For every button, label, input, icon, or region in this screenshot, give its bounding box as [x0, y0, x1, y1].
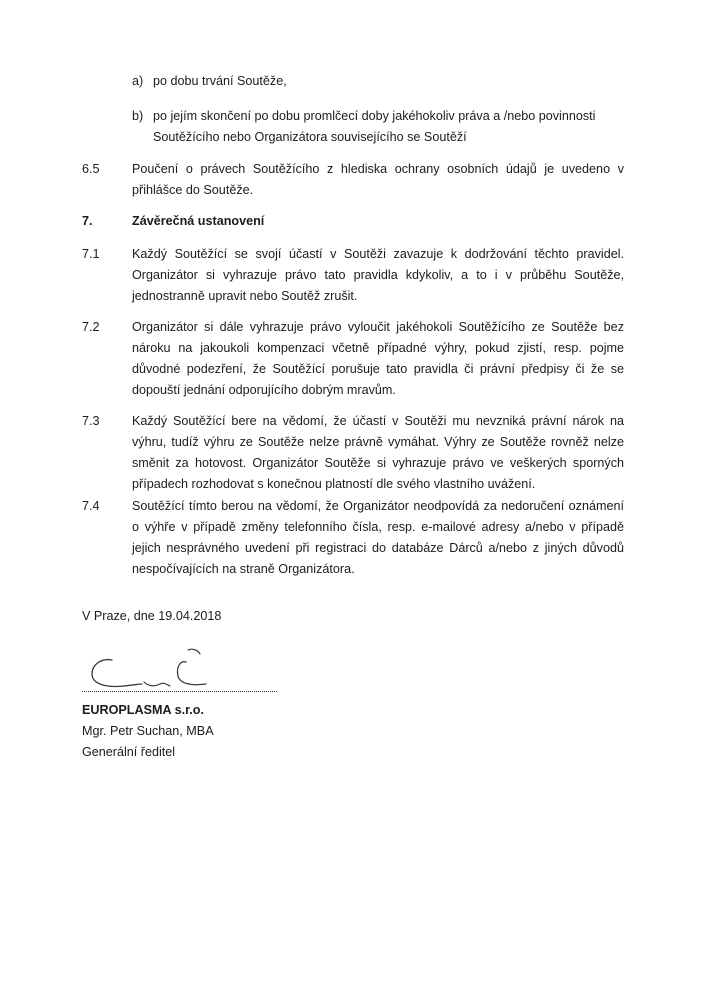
clause-paragraph: Organizátor si dále vyhrazuje právo vyloučit jakéhokoli Soutěžícího ze Soutěže bez nároku na jakoukoli kompenzaci včetně případné výhry, pokud zjistí, resp. pojme důvodné podezření, že Soutěžící porušuje tato pravidla či právní předpisy či že se dopouští jednání odporujícího dobrým mravům.: [132, 320, 624, 397]
section-paragraph: Poučení o právech Soutěžícího z hlediska ochrany osobních údajů je uvedeno v přihlášce do Soutěže.: [132, 162, 624, 197]
list-item-letter: b): [132, 109, 144, 123]
list-item-letter: a): [132, 74, 144, 88]
section-number: 7.: [82, 214, 93, 228]
section-number: 6.5: [82, 162, 100, 176]
section-heading: Závěrečná ustanovení: [132, 214, 265, 228]
signatory-title: Generální ředitel: [82, 745, 176, 759]
clause-number: 7.4: [82, 499, 100, 513]
company-name: EUROPLASMA s.r.o.: [82, 703, 204, 717]
signatory-name: Mgr. Petr Suchan, MBA: [82, 724, 214, 738]
clause-number: 7.3: [82, 414, 100, 428]
list-item-text: po dobu trvání Soutěže,: [153, 74, 287, 88]
clause-number: 7.1: [82, 247, 100, 261]
place-date: V Praze, dne 19.04.2018: [82, 609, 222, 623]
signature-line: [82, 691, 277, 692]
clause-paragraph: Každý Soutěžící se svojí účastí v Soutěži zavazuje k dodržování těchto pravidel. Organizátor si vyhrazuje právo tato pravidla kdykoliv, a to i v průběhu Soutěže, jednostranně upravit nebo Soutěž zrušit.: [132, 247, 624, 303]
clause-number: 7.2: [82, 320, 100, 334]
list-item-text: po jejím skončení po dobu promlčecí doby jakéhokoliv práva a /nebo povinnosti Soutěžícího nebo Organizátora souvisejícího se Soutěží: [153, 109, 596, 144]
clause-paragraph: Každý Soutěžící bere na vědomí, že účastí v Soutěži mu nevzniká právní nárok na výhru, tudíž výhru ze Soutěže nelze právně vymáhat. Výhry ze Soutěže rovněž nelze směnit za hotovost. Organizátor Soutěže si vyhrazuje právo ve veškerých sporných případech rozhodovat s konečnou platností dle svého vlastního uvážení.: [132, 414, 624, 491]
handwritten-signature: [84, 640, 234, 695]
clause-paragraph: Soutěžící tímto berou na vědomí, že Organizátor neodpovídá za nedoručení oznámení o výhře v případě změny telefonního čísla, resp. e-mailové adresy a/nebo v případě jejich nesprávného uvedení při registraci do databáze Dárců a/nebo z jiných důvodů nespočívajících na straně Organizátora.: [132, 499, 624, 576]
